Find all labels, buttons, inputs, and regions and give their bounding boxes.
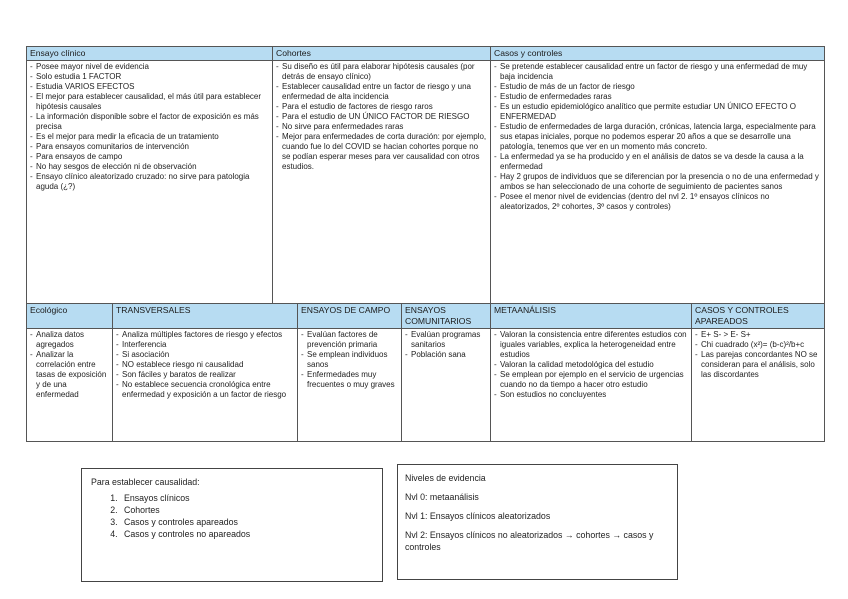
list-item: - Estudio de enfermedades de larga duración, crónicas, latencia larga, especialmente para sus etapas iniciales, porque no podemos esperar 20 años a que se desarrolle una patología, tenemos que ver en un momento más concreto. <box>494 122 821 152</box>
list-item: - Posee el menor nivel de evidencias (dentro del nvl 2. 1º ensayos clínicos no aleatorizados, 2º cohortes, 3º casos y controles) <box>494 192 821 212</box>
list-item: - Evalúan factores de prevención primaria <box>301 330 398 350</box>
casos-controles-cell <box>491 61 825 304</box>
header-ensayos-campo: ENSAYOS DE CAMPO <box>298 304 402 329</box>
list-item: - Es el mejor para medir la eficacia de un tratamiento <box>30 132 269 142</box>
header-casos-controles-apareados: CASOS Y CONTROLES APAREADOS <box>692 304 825 329</box>
list-item: - Las parejas concordantes NO se consideran para el análisis, solo las discordantes <box>695 350 821 380</box>
list-item: - Se emplean por ejemplo en el servicio de urgencias cuando no da tiempo a hacer otro estudio <box>494 370 688 390</box>
list-item: 4. Casos y controles no apareados <box>120 528 382 540</box>
header-transversales: TRANSVERSALES <box>113 304 298 329</box>
list-item: - Evalúan programas sanitarios <box>405 330 487 350</box>
list-item: - Interferencia <box>116 340 294 350</box>
ensayo-clinico-cell <box>27 61 273 304</box>
list-item: 3. Casos y controles apareados <box>120 516 382 528</box>
table2-header-row <box>27 304 825 329</box>
list-item: - Analizar la correlación entre tasas de exposición y de una enfermedad <box>30 350 109 400</box>
list-item: - Estudio de más de un factor de riesgo <box>494 82 821 92</box>
list-item: - Para ensayos de campo <box>30 152 269 162</box>
header-cohortes: Cohortes <box>273 47 491 61</box>
list-item: - No hay sesgos de elección ni de observación <box>30 162 269 172</box>
causalidad-list <box>82 492 382 540</box>
list-item: - Posee mayor nivel de evidencia <box>30 62 269 72</box>
list-item: - Solo estudia 1 FACTOR <box>30 72 269 82</box>
study-types-table-1 <box>26 46 825 304</box>
list-item: - Analiza datos agregados <box>30 330 109 350</box>
nivel-1-line: Nvl 1: Ensayos clínicos aleatorizados <box>405 511 551 521</box>
list-item: - Es un estudio epidemiológico analítico que permite estudiar UN ÚNICO EFECTO O ENFERMEDAD <box>494 102 821 122</box>
list-item: - Mejor para enfermedades de corta duración: por ejemplo, cuando fue lo del COVID se hacian cohortes porque no se podían esperar meses para ver causalidad con otros estudios. <box>276 132 487 172</box>
list-item: - Son estudios no concluyentes <box>494 390 688 400</box>
transversales-cell <box>113 329 298 442</box>
list-item: 2. Cohortes <box>120 504 382 516</box>
list-item: - Para el estudio de UN ÚNICO FACTOR DE RIESGO <box>276 112 487 122</box>
causalidad-box <box>81 468 383 582</box>
list-item: - Población sana <box>405 350 487 360</box>
header-ensayos-comunitarios: ENSAYOS COMUNITARIOS <box>402 304 491 329</box>
ensayos-campo-cell <box>298 329 402 442</box>
table1-header-row <box>27 47 825 61</box>
header-metaanalisis: METAANÁLISIS <box>491 304 692 329</box>
header-casos-controles: Casos y controles <box>491 47 825 61</box>
ecologico-cell <box>27 329 113 442</box>
list-item: - No sirve para enfermedades raras <box>276 122 487 132</box>
list-item: - Para ensayos comunitarios de intervención <box>30 142 269 152</box>
niveles-evidencia-title: Niveles de evidencia <box>405 473 486 483</box>
list-item: - La enfermedad ya se ha producido y en el análisis de datos se va desde la causa a la enfermedad <box>494 152 821 172</box>
metaanalisis-cell <box>491 329 692 442</box>
list-item: - Analiza múltiples factores de riesgo y efectos <box>116 330 294 340</box>
list-item: - Su diseño es útil para elaborar hipótesis causales (por detrás de ensayo clínico) <box>276 62 487 82</box>
list-item: 1. Ensayos clínicos <box>120 492 382 504</box>
list-item: - Hay 2 grupos de individuos que se diferencian por la presencia o no de una enfermedad y ambos se han seleccionado de una cohorte de seguimiento de pacientes sanos <box>494 172 821 192</box>
list-item: - Se pretende establecer causalidad entre un factor de riesgo y una enfermedad de muy baja incidencia <box>494 62 821 82</box>
list-item: - La información disponible sobre el factor de exposición es más precisa <box>30 112 269 132</box>
list-item: - El mejor para establecer causalidad, el más útil para establecer hipótesis causales <box>30 92 269 112</box>
list-item: - No establece secuencia cronológica entre enfermedad y exposición a un factor de riesgo <box>116 380 294 400</box>
list-item: - Estudio de enfermedades raras <box>494 92 821 102</box>
list-item: - Chi cuadrado (x²)= (b-c)²/b+c <box>695 340 821 350</box>
list-item: - Estudia VARIOS EFECTOS <box>30 82 269 92</box>
study-types-table-2 <box>26 303 825 442</box>
ensayos-comunitarios-cell <box>402 329 491 442</box>
nivel-2-line: Nvl 2: Ensayos clínicos no aleatorizados → cohortes → casos y controles <box>405 530 654 552</box>
header-ecologico: Ecológico <box>27 304 113 329</box>
table1-content-row <box>27 61 825 304</box>
niveles-evidencia-box <box>397 464 678 580</box>
nivel-0-line: Nvl 0: metaanálisis <box>405 492 479 502</box>
cohortes-cell <box>273 61 491 304</box>
list-item: - Establecer causalidad entre un factor de riesgo y una enfermedad de alta incidencia <box>276 82 487 102</box>
list-item: - Son fáciles y baratos de realizar <box>116 370 294 380</box>
causalidad-title: Para establecer causalidad: <box>91 477 200 487</box>
casos-controles-apareados-cell <box>692 329 825 442</box>
header-ensayo-clinico: Ensayo clínico <box>27 47 273 61</box>
list-item: - Enfermedades muy frecuentes o muy graves <box>301 370 398 390</box>
list-item: - Valoran la calidad metodológica del estudio <box>494 360 688 370</box>
list-item: - Ensayo clínico aleatorizado cruzado: no sirve para patologia aguda (¿?) <box>30 172 269 192</box>
list-item: - NO establece riesgo ni causalidad <box>116 360 294 370</box>
list-item: - Valoran la consistencia entre diferentes estudios con iguales variables, explica la heterogeneidad entre estudios <box>494 330 688 360</box>
list-item: - Para el estudio de factores de riesgo raros <box>276 102 487 112</box>
list-item: - Si asociación <box>116 350 294 360</box>
table2-content-row <box>27 329 825 442</box>
list-item: - E+ S- > E- S+ <box>695 330 821 340</box>
list-item: - Se emplean individuos sanos <box>301 350 398 370</box>
